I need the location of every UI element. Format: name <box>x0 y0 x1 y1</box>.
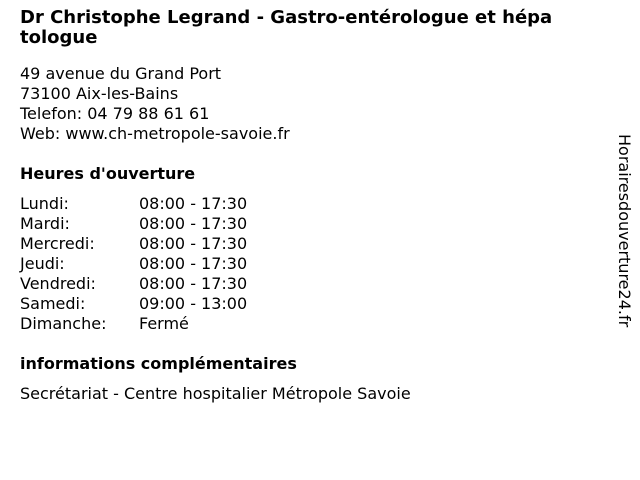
page-title-line-2: tologue <box>20 27 98 48</box>
street-address: 49 avenue du Grand Port <box>20 64 222 83</box>
additional-info-text: Secrétariat - Centre hospitalier Métropole Savoie <box>20 384 411 403</box>
page-title-line-1: Dr Christophe Legrand - Gastro-entérologue et hépa <box>20 7 553 28</box>
time-value: 08:00 - 17:30 <box>139 214 248 233</box>
time-value: 08:00 - 17:30 <box>139 194 248 213</box>
additional-info-heading: informations complémentaires <box>20 354 297 373</box>
time-value: 08:00 - 17:30 <box>139 234 248 253</box>
city-address: 73100 Aix-les-Bains <box>20 84 179 103</box>
day-label: Lundi: <box>20 194 69 213</box>
day-label: Jeudi: <box>20 254 65 273</box>
day-label: Vendredi: <box>20 274 96 293</box>
website-link[interactable]: Web: www.ch-metropole-savoie.fr <box>20 124 290 143</box>
day-label: Mercredi: <box>20 234 95 253</box>
side-brand-text: Horairesdouverture24.fr <box>615 134 634 328</box>
address-block <box>20 64 290 144</box>
time-value: Fermé <box>139 314 189 333</box>
time-value: 09:00 - 13:00 <box>139 294 248 313</box>
day-label: Mardi: <box>20 214 70 233</box>
phone-number: Telefon: 04 79 88 61 61 <box>20 104 210 123</box>
time-value: 08:00 - 17:30 <box>139 254 248 273</box>
opening-hours-heading: Heures d'ouverture <box>20 164 196 183</box>
day-label: Dimanche: <box>20 314 107 333</box>
page-title <box>20 8 620 48</box>
day-label: Samedi: <box>20 294 86 313</box>
time-value: 08:00 - 17:30 <box>139 274 248 293</box>
side-brand-watermark <box>612 134 634 374</box>
